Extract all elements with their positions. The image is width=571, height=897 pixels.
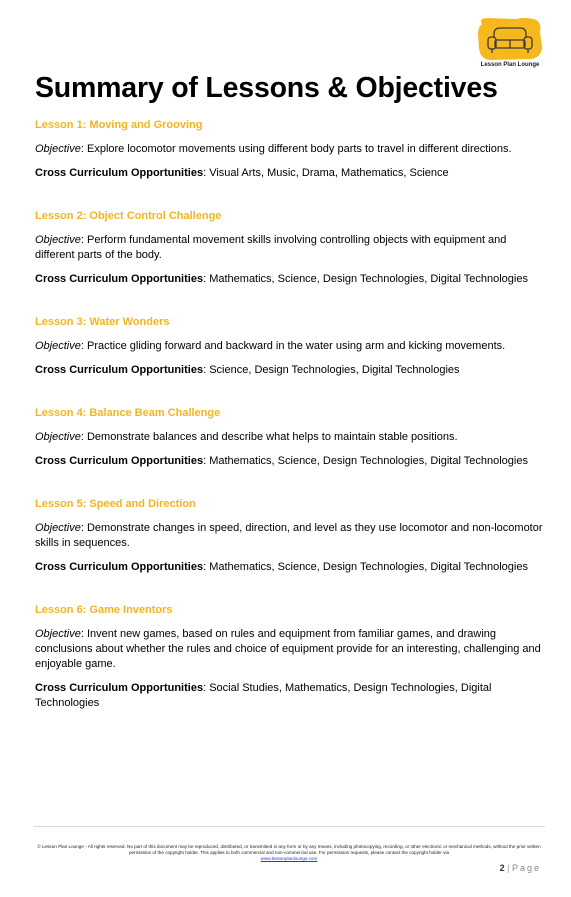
objective-text: Invent new games, based on rules and equipment from familiar games, and drawing conclusions about whether the rules and choice of equipment provide for an interesting, challenging and enjoyable game.: [35, 628, 541, 670]
lesson-cross-curriculum: Cross Curriculum Opportunities: Science, Design Technologies, Digital Technologies: [35, 364, 460, 376]
objective-text: Perform fundamental movement skills involving controlling objects with equipment and different parts of the body.: [35, 234, 507, 261]
lesson-title: Lesson 6: Game Inventors: [35, 604, 173, 616]
lesson-title: Lesson 4: Balance Beam Challenge: [35, 407, 221, 419]
objective-text: Demonstrate balances and describe what helps to maintain stable positions.: [86, 431, 458, 443]
lesson-objective: Objective: Invent new games, based on rules and equipment from familiar games, and drawing conclusions about whether the rules and choice of equipment provide for an interesting, challenging and enjoyable game.: [35, 628, 541, 670]
lesson-title: Lesson 1: Moving and Grooving: [35, 119, 203, 131]
lounge-couch-icon: [476, 16, 544, 62]
objective-label: Objective: [35, 143, 81, 155]
logo: [476, 16, 544, 72]
cross-curriculum-text: Mathematics, Science, Design Technologies, Digital Technologies: [209, 561, 528, 573]
cross-curriculum-label: Cross Curriculum Opportunities: [35, 167, 204, 179]
lesson-list: [35, 118, 545, 711]
cross-curriculum-label: Cross Curriculum Opportunities: [35, 682, 204, 694]
page-title: Summary of Lessons & Objectives: [35, 72, 498, 104]
lesson-title: Lesson 5: Speed and Direction: [35, 498, 196, 510]
lesson-item: [35, 603, 545, 711]
page-label: Page: [511, 863, 541, 873]
lesson-cross-curriculum: Cross Curriculum Opportunities: Social Studies, Mathematics, Design Technologies, Digital Technologies: [35, 682, 492, 709]
page-number: [500, 863, 541, 873]
objective-text: Demonstrate changes in speed, direction, and level as they use locomotor and non-locomotor skills in sequences.: [35, 522, 543, 549]
objective-text: Practice gliding forward and backward in the water using arm and kicking movements.: [86, 340, 506, 352]
cross-curriculum-label: Cross Curriculum Opportunities: [35, 364, 204, 376]
copyright-text: © Lesson Plan Lounge - All rights reserved. No part of this document may be reproduced, distributed, or transmitted in any form or by any means, including photocopying, recording, or other electronic or mechanical methods, without the prior written permission of the copyright holder. This applies to both commercial and non-commercial use. For permission requests, please contact the copyright holder via: [37, 844, 541, 855]
page-number-value: 2: [499, 863, 505, 873]
lesson-objective: Objective: Perform fundamental movement skills involving controlling objects with equipment and different parts of the body.: [35, 234, 507, 261]
lesson-item: [35, 209, 545, 287]
cross-curriculum-text: Visual Arts, Music, Drama, Mathematics, Science: [209, 167, 449, 179]
objective-text: Explore locomotor movements using different body parts to travel in different directions.: [86, 143, 512, 155]
lesson-item: [35, 497, 545, 575]
cross-curriculum-text: Social Studies, Mathematics, Design Technologies, Digital Technologies: [35, 682, 492, 709]
lesson-cross-curriculum: Cross Curriculum Opportunities: Mathematics, Science, Design Technologies, Digital Technologies: [35, 455, 528, 467]
lesson-objective: Objective: Explore locomotor movements using different body parts to travel in different directions.: [35, 143, 512, 155]
objective-label: Objective: [35, 234, 81, 246]
logo-text: Lesson Plan Lounge: [480, 62, 540, 68]
cross-curriculum-text: Mathematics, Science, Design Technologies, Digital Technologies: [209, 455, 528, 467]
footer-divider: [33, 826, 545, 827]
lesson-cross-curriculum: Cross Curriculum Opportunities: Mathematics, Science, Design Technologies, Digital Technologies: [35, 273, 528, 285]
objective-label: Objective: [35, 522, 81, 534]
lesson-objective: Objective: Demonstrate changes in speed, direction, and level as they use locomotor and non-locomotor skills in sequences.: [35, 522, 543, 549]
cross-curriculum-label: Cross Curriculum Opportunities: [35, 273, 204, 285]
cross-curriculum-label: Cross Curriculum Opportunities: [35, 561, 204, 573]
lesson-item: [35, 315, 545, 378]
objective-label: Objective: [35, 340, 81, 352]
lesson-title: Lesson 3: Water Wonders: [35, 316, 170, 328]
lesson-title: Lesson 2: Object Control Challenge: [35, 210, 222, 222]
lesson-objective: Objective: Demonstrate balances and describe what helps to maintain stable positions.: [35, 431, 458, 443]
lesson-cross-curriculum: Cross Curriculum Opportunities: Visual Arts, Music, Drama, Mathematics, Science: [35, 167, 449, 179]
cross-curriculum-text: Science, Design Technologies, Digital Technologies: [209, 364, 460, 376]
lesson-objective: Objective: Practice gliding forward and backward in the water using arm and kicking movements.: [35, 340, 506, 352]
website-link[interactable]: www.lessonplanlounge.com: [260, 856, 318, 861]
lesson-cross-curriculum: Cross Curriculum Opportunities: Mathematics, Science, Design Technologies, Digital Technologies: [35, 561, 528, 573]
objective-label: Objective: [35, 628, 81, 640]
footer-copyright: [33, 844, 545, 862]
lesson-item: [35, 118, 545, 181]
objective-label: Objective: [35, 431, 81, 443]
cross-curriculum-text: Mathematics, Science, Design Technologies, Digital Technologies: [209, 273, 528, 285]
lesson-item: [35, 406, 545, 469]
cross-curriculum-label: Cross Curriculum Opportunities: [35, 455, 204, 467]
page-number-separator: |: [507, 863, 510, 873]
